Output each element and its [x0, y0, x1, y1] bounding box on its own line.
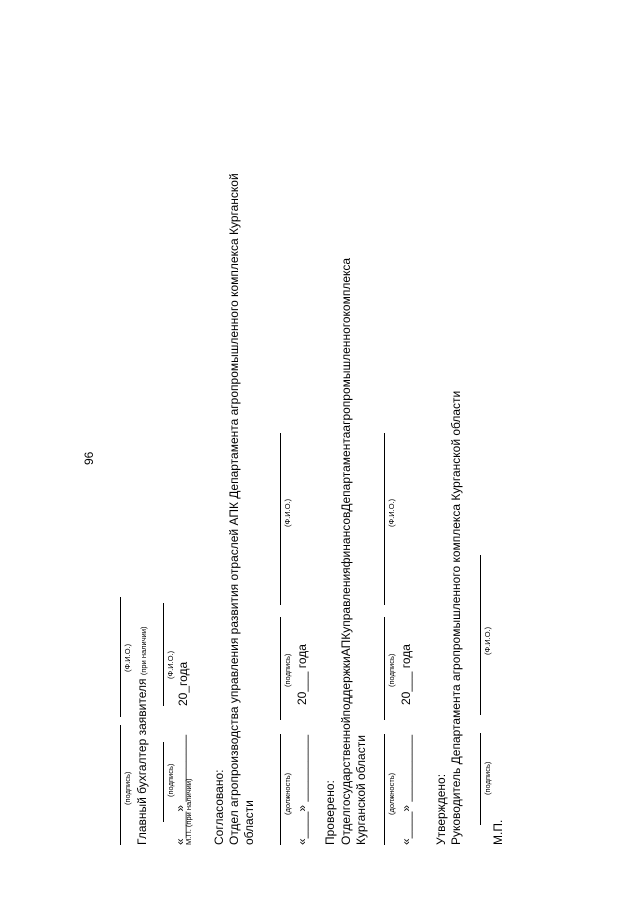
stamp-label: М.П. — [491, 819, 505, 845]
fio-line — [480, 555, 481, 715]
position-line — [280, 734, 281, 845]
signature-caption: (подпись) — [166, 763, 175, 797]
fio-caption: (Ф.И.О.) — [483, 626, 492, 655]
checked-heading: Проверено: — [323, 780, 337, 845]
checked-text-line1: Отдел государственной поддержки АПК управления финансов Департамента агропромышленного комплекса — [339, 257, 353, 845]
fio-line — [120, 597, 121, 717]
date-field: «____» __________ — [295, 734, 309, 845]
fio-caption: (Ф.И.О.) — [387, 498, 396, 527]
date-field: «____» __________ — [173, 734, 187, 845]
fio-caption: (Ф.И.О.) — [166, 650, 175, 679]
approved-text-line1: Руководитель Департамента агропромышленного комплекса Курганской области — [449, 390, 463, 845]
stamp-label: М.П. (при наличии) — [184, 778, 193, 845]
date-year: 20___ года — [399, 644, 413, 705]
position-line — [384, 734, 385, 845]
signature-caption: (подпись) — [283, 653, 292, 687]
position-caption: (должность) — [283, 772, 292, 815]
signature-line — [280, 617, 281, 720]
checked-text-line2: Курганской области — [354, 735, 368, 845]
chief-accountant-label: Главный бухгалтер заявителя (при наличии) — [135, 626, 149, 845]
signature-line — [384, 617, 385, 720]
signature-line — [480, 733, 481, 825]
fio-caption: (Ф.И.О.) — [283, 498, 292, 527]
fio-line — [163, 603, 164, 706]
page-number: 96 — [82, 451, 96, 465]
agreed-text-line1: Отдел агропроизводства управления развития отраслей АПК Департамента агропромышленного комплекса Курганской — [227, 173, 241, 845]
agreed-text-line2: области — [242, 800, 256, 845]
position-caption: (должность) — [387, 772, 396, 815]
fio-caption: (Ф.И.О.) — [123, 643, 132, 672]
signature-caption: (подпись) — [123, 771, 132, 805]
signature-caption: (подпись) — [483, 761, 492, 795]
signature-line — [163, 742, 164, 822]
fio-line — [384, 433, 385, 605]
date-year: 20___ года — [295, 644, 309, 705]
signature-caption: (подпись) — [387, 653, 396, 687]
signature-line — [120, 725, 121, 845]
agreed-heading: Согласовано: — [212, 769, 226, 845]
date-year: 20_года — [176, 661, 190, 706]
approved-heading: Утверждено: — [434, 773, 448, 845]
fio-line — [280, 433, 281, 605]
date-field: «____» __________ — [399, 734, 413, 845]
